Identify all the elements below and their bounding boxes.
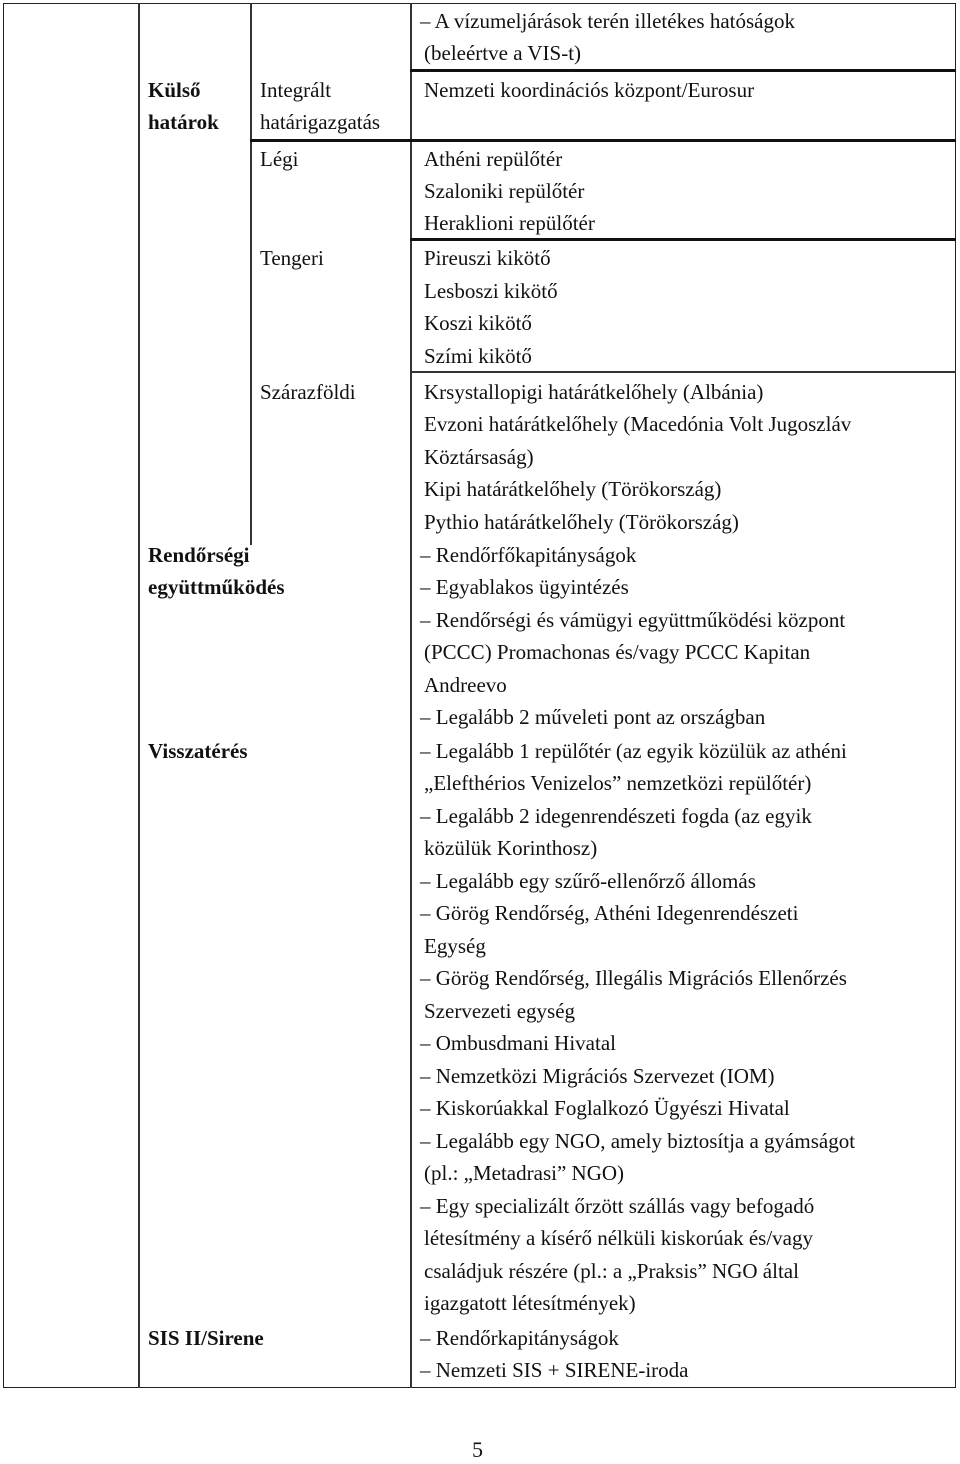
list-item: Pythio határátkelőhely (Törökország) bbox=[424, 510, 739, 534]
col-divider-1 bbox=[138, 3, 140, 1388]
list-item: Szími kikötő bbox=[424, 344, 532, 368]
list-item: Evzoni határátkelőhely (Macedónia Volt Jugoszláv bbox=[424, 412, 852, 436]
list-item: „Elefthérios Venizelos” nemzetközi repülőtér) bbox=[424, 771, 812, 795]
list-item: Krsystallopigi határátkelőhely (Albánia) bbox=[424, 380, 764, 404]
page-number: 5 bbox=[472, 1437, 483, 1462]
category-kulso-hatarok-line1: Külső bbox=[148, 78, 201, 102]
list-item: családjuk részére (pl.: a „Praksis” NGO által bbox=[424, 1259, 799, 1283]
list-item: – Nemzetközi Migrációs Szervezet (IOM) bbox=[420, 1064, 775, 1088]
category-rendorsegi-line1: Rendőrségi bbox=[148, 543, 250, 567]
sub-tengeri: Tengeri bbox=[260, 246, 324, 270]
list-item: – Rendőrkapitányságok bbox=[420, 1326, 619, 1350]
list-item: Köztársaság) bbox=[424, 445, 534, 469]
col-divider-3 bbox=[410, 3, 412, 1388]
list-item: – Kiskorúakkal Foglalkozó Ügyészi Hivatal bbox=[420, 1096, 790, 1120]
list-item: – A vízumeljárások terén illetékes hatóságok bbox=[420, 9, 795, 33]
category-sis: SIS II/Sirene bbox=[148, 1326, 264, 1350]
list-item: közülük Korinthosz) bbox=[424, 836, 598, 860]
list-item: igazgatott létesítmények) bbox=[424, 1291, 636, 1315]
list-item: – Legalább 2 műveleti pont az országban bbox=[420, 705, 766, 729]
list-item: Lesboszi kikötő bbox=[424, 279, 558, 303]
list-item: Pireuszi kikötő bbox=[424, 246, 551, 270]
list-item: Szaloniki repülőtér bbox=[424, 179, 585, 203]
list-item: – Ombusdmani Hivatal bbox=[420, 1031, 616, 1055]
row-divider-legi bbox=[250, 139, 956, 142]
list-item: Nemzeti koordinációs központ/Eurosur bbox=[424, 78, 755, 102]
list-item: – Egyablakos ügyintézés bbox=[420, 575, 629, 599]
list-item: – Legalább 1 repülőtér (az egyik közülük az athéni bbox=[420, 739, 847, 763]
col-divider-2 bbox=[250, 3, 252, 545]
sub-szarazfoldi: Szárazföldi bbox=[260, 380, 356, 404]
list-item: Athéni repülőtér bbox=[424, 147, 563, 171]
category-kulso-hatarok-line2: határok bbox=[148, 110, 219, 134]
category-rendorsegi-line2: együttműködés bbox=[148, 575, 285, 599]
list-item: (beleértve a VIS-t) bbox=[424, 41, 582, 65]
list-item: – Legalább egy NGO, amely biztosítja a gyámságot bbox=[420, 1129, 856, 1153]
list-item: Koszi kikötő bbox=[424, 311, 532, 335]
sub-legi: Légi bbox=[260, 147, 299, 171]
sub-integralt-line2: határigazgatás bbox=[260, 110, 381, 134]
list-item: – Görög Rendőrség, Athéni Idegenrendészeti bbox=[420, 901, 799, 925]
list-item: – Rendőrségi és vámügyi együttműködési központ bbox=[420, 608, 846, 632]
list-item: – Legalább 2 idegenrendészeti fogda (az egyik bbox=[420, 804, 812, 828]
list-item: – Legalább egy szűrő-ellenőrző állomás bbox=[420, 869, 756, 893]
list-item: (PCCC) Promachonas és/vagy PCCC Kapitan bbox=[424, 640, 811, 664]
list-item: – Nemzeti SIS + SIRENE-iroda bbox=[420, 1358, 689, 1382]
list-item: Kipi határátkelőhely (Törökország) bbox=[424, 477, 722, 501]
list-item: – Görög Rendőrség, Illegális Migrációs Ellenőrzés bbox=[420, 966, 847, 990]
list-item: Egység bbox=[424, 934, 486, 958]
list-item: Heraklioni repülőtér bbox=[424, 211, 595, 235]
list-item: Andreevo bbox=[424, 673, 507, 697]
list-item: (pl.: „Metadrasi” NGO) bbox=[424, 1161, 625, 1185]
list-item: – Rendőrfőkapitányságok bbox=[420, 543, 637, 567]
list-item: létesítmény a kísérő nélküli kiskorúak és/vagy bbox=[424, 1226, 813, 1250]
category-visszateres: Visszatérés bbox=[148, 739, 248, 763]
list-item: – Egy specializált őrzött szállás vagy befogadó bbox=[420, 1194, 815, 1218]
list-item: Szervezeti egység bbox=[424, 999, 576, 1023]
sub-integralt-line1: Integrált bbox=[260, 78, 332, 102]
